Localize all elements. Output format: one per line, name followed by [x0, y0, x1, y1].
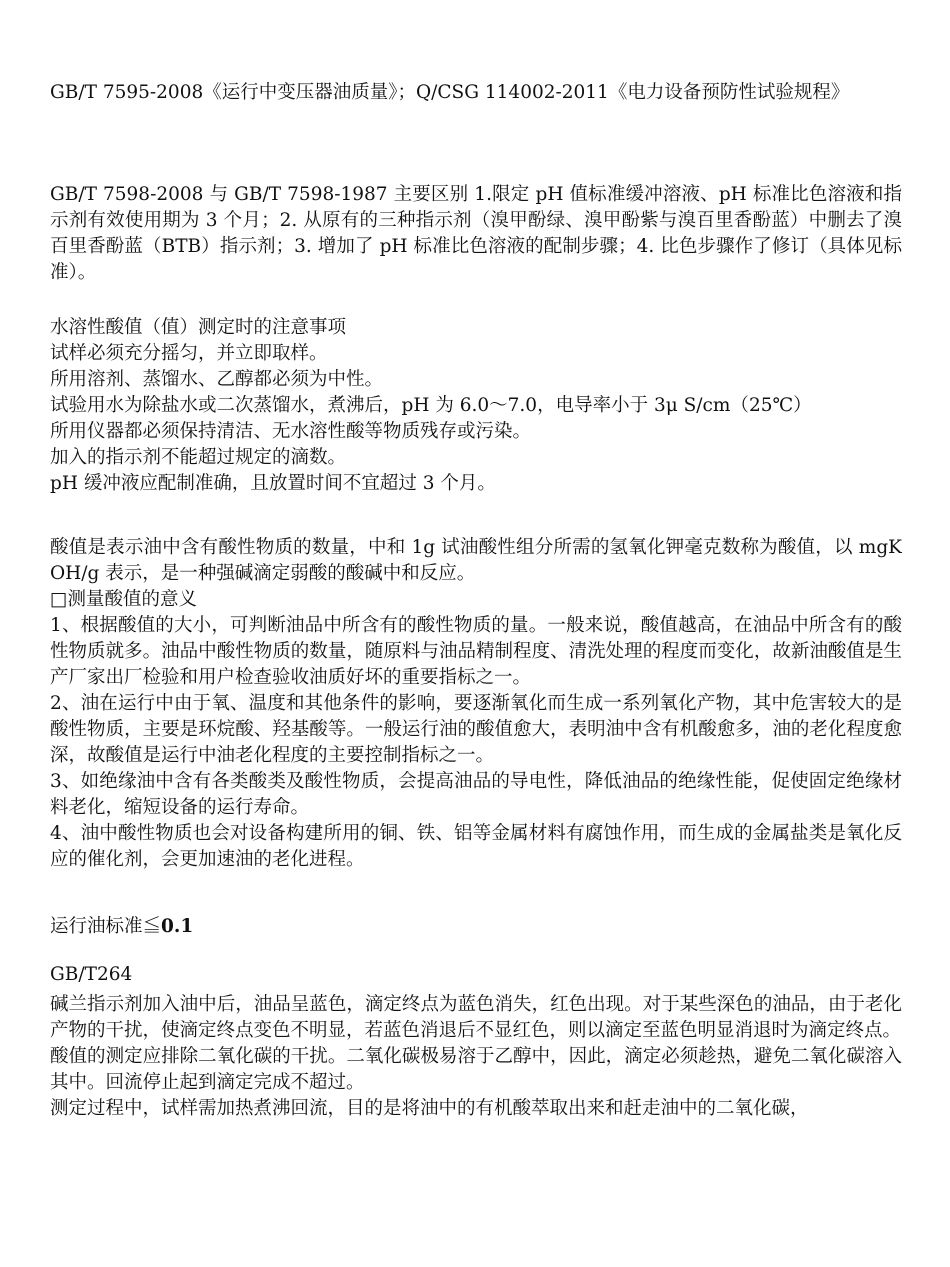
notes-item: 试验用水为除盐水或二次蒸馏水，煮沸后，pH 为 6.0～7.0，电导率小于 3μ S/cm（25℃）	[50, 395, 812, 416]
acid-value-definition: 酸值是表示油中含有酸性物质的数量，中和 1g 试油酸性组分所需的氢氧化钾毫克数称为酸值，以 mgKOH/g 表示，是一种强碱滴定弱酸的酸碱中和反应。	[50, 537, 902, 584]
notes-item: 所用仪器都必须保持清洁、无水溶性酸等物质残存或污染。	[50, 421, 532, 442]
standard-value: 0.1	[161, 916, 194, 937]
gbt264-title: GB/T264	[50, 964, 133, 985]
standard-label: 运行油标准≦	[50, 916, 162, 937]
standard-line	[50, 914, 902, 940]
significance-point: 3、如绝缘油中含有各类酸类及酸性物质，会提高油品的导电性，降低油品的绝缘性能，促使固定绝缘材料老化，缩短设备的运行寿命。	[50, 771, 902, 818]
gbt264-paragraph: 酸值的测定应排除二氧化碳的干扰。二氧化碳极易溶于乙醇中，因此，滴定必须趁热，避免二氧化碳溶入其中。回流停止起到滴定完成不超过。	[50, 1046, 902, 1093]
gbt264-section	[50, 962, 902, 1122]
notes-item: 加入的指示剂不能超过规定的滴数。	[50, 447, 347, 468]
significance-point: 2、油在运行中由于氧、温度和其他条件的影响，要逐渐氧化而生成一系列氧化产物，其中危害较大的是酸性物质，主要是环烷酸、羟基酸等。一般运行油的酸值愈大，表明油中含有机酸愈多，油的老化程度愈深，故酸值是运行中油老化程度的主要控制指标之一。	[50, 693, 902, 766]
acid-value-section	[50, 535, 902, 873]
gbt264-paragraph: 碱兰指示剂加入油中后，油品呈蓝色，滴定终点为蓝色消失，红色出现。对于某些深色的油品，由于老化产物的干扰，使滴定终点变色不明显，若蓝色消退后不显红色，则以滴定至蓝色明显消退时为滴定终点。	[50, 994, 902, 1041]
diff-section	[50, 182, 902, 286]
notes-item: 所用溶剂、蒸馏水、乙醇都必须为中性。	[50, 369, 384, 390]
significance-title: □测量酸值的意义	[50, 589, 197, 610]
standard-section	[50, 914, 902, 940]
header-section	[50, 80, 902, 106]
notes-item: 试样必须充分摇匀，并立即取样。	[50, 343, 328, 364]
notes-item: pH 缓冲液应配制准确，且放置时间不宜超过 3 个月。	[50, 473, 496, 494]
notes-section	[50, 315, 902, 497]
significance-point: 1、根据酸值的大小，可判断油品中所含有的酸性物质的量。一般来说，酸值越高，在油品中所含有的酸性物质就多。油品中酸性物质的数量，随原料与油品精制程度、清洗处理的程度而变化，故新油酸值是生产厂家出厂检验和用户检查验收油质好坏的重要指标之一。	[50, 615, 902, 688]
diff-paragraph: GB/T 7598-2008 与 GB/T 7598-1987 主要区别 1.限定 pH 值标准缓冲溶液、pH 标准比色溶液和指示剂有效使用期为 3 个月；2. 从原有的三种指示剂（溴甲酚绿、溴甲酚紫与溴百里香酚蓝）中删去了溴百里香酚蓝（BTB）指示剂；3. 增加了 pH 标准比色溶液的配制步骤；4. 比色步骤作了修订（具体见标准）。	[50, 184, 902, 283]
document-page	[50, 0, 902, 1267]
header-line: GB/T 7595-2008《运行中变压器油质量》；Q/CSG 114002-2011《电力设备预防性试验规程》	[50, 82, 850, 103]
notes-title: 水溶性酸值（值）测定时的注意事项	[50, 317, 347, 338]
gbt264-paragraph: 测定过程中，试样需加热煮沸回流，目的是将油中的有机酸萃取出来和赶走油中的二氧化碳，	[50, 1098, 809, 1119]
significance-point: 4、油中酸性物质也会对设备构建所用的铜、铁、铝等金属材料有腐蚀作用，而生成的金属盐类是氧化反应的催化剂，会更加速油的老化进程。	[50, 823, 902, 870]
